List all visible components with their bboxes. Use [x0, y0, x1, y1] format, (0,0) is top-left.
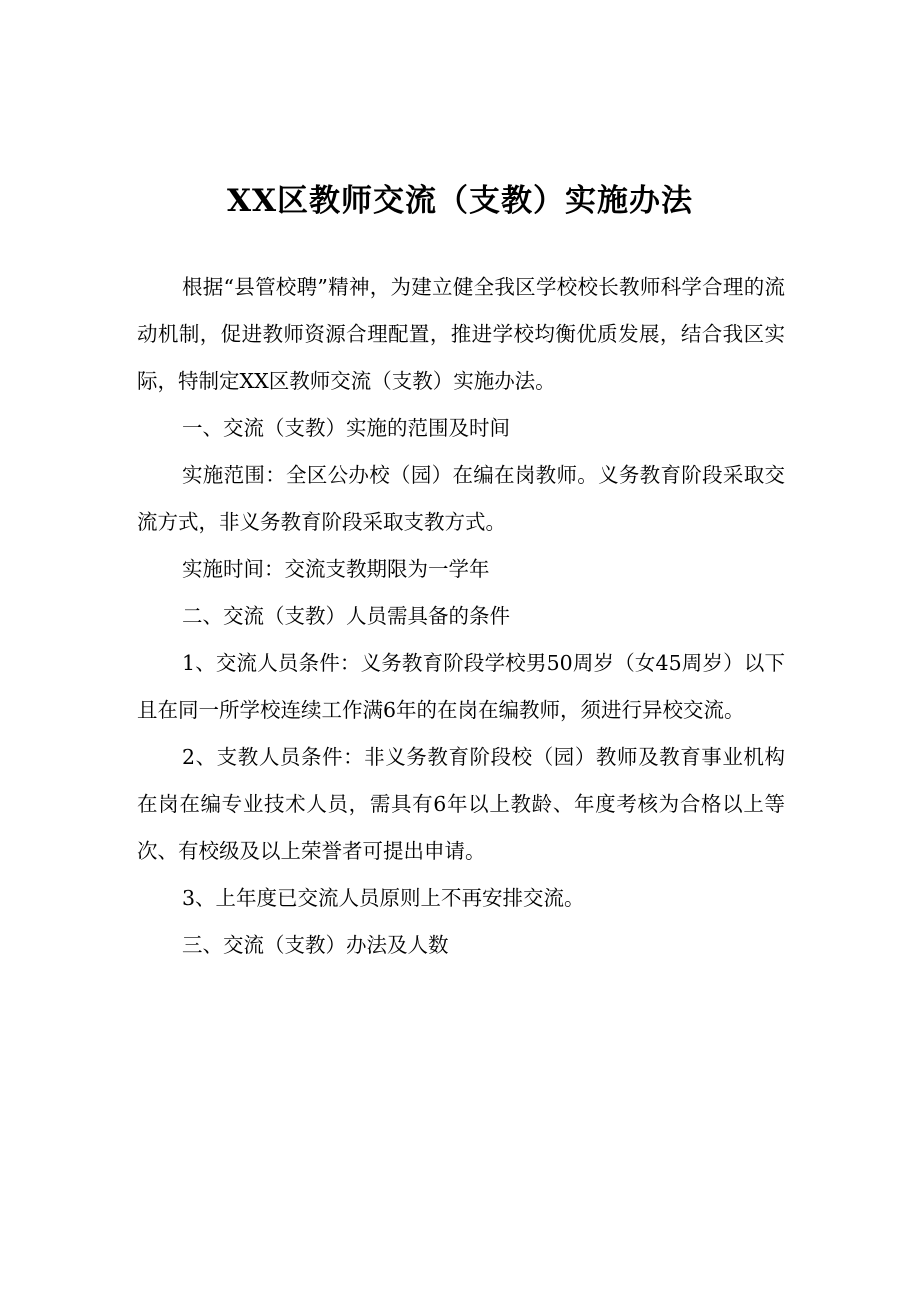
section-heading-scope-time: 一、交流（支教）实施的范围及时间 [182, 416, 510, 440]
paragraph-exchange-conditions: 1、交流人员条件：义务教育阶段学校男50周岁（女45周岁）以下且在同一所学校连续工作满6年的在岗在编教师，须进行异校交流。 [137, 651, 785, 722]
document-body [137, 264, 785, 969]
document-title: XX区教师交流（支教）实施办法 [226, 183, 694, 219]
section-heading-methods: 三、交流（支教）办法及人数 [182, 933, 449, 957]
paragraph-support-conditions: 2、支教人员条件：非义务教育阶段校（园）教师及教育事业机构在岗在编专业技术人员，需具有6年以上教龄、年度考核为合格以上等次、有校级及以上荣誉者可提出申请。 [137, 745, 785, 863]
paragraph-previous-year: 3、上年度已交流人员原则上不再安排交流。 [182, 886, 585, 910]
paragraph-time: 实施时间：交流支教期限为一学年 [182, 557, 490, 581]
paragraph-scope: 实施范围：全区公办校（园）在编在岗教师。义务教育阶段采取交流方式，非义务教育阶段采取支教方式。 [137, 463, 785, 534]
paragraph-preamble: 根据“县管校聘”精神，为建立健全我区学校校长教师科学合理的流动机制，促进教师资源合理配置，推进学校均衡优质发展，结合我区实际，特制定XX区教师交流（支教）实施办法。 [137, 275, 785, 393]
section-heading-conditions: 二、交流（支教）人员需具备的条件 [182, 604, 510, 628]
